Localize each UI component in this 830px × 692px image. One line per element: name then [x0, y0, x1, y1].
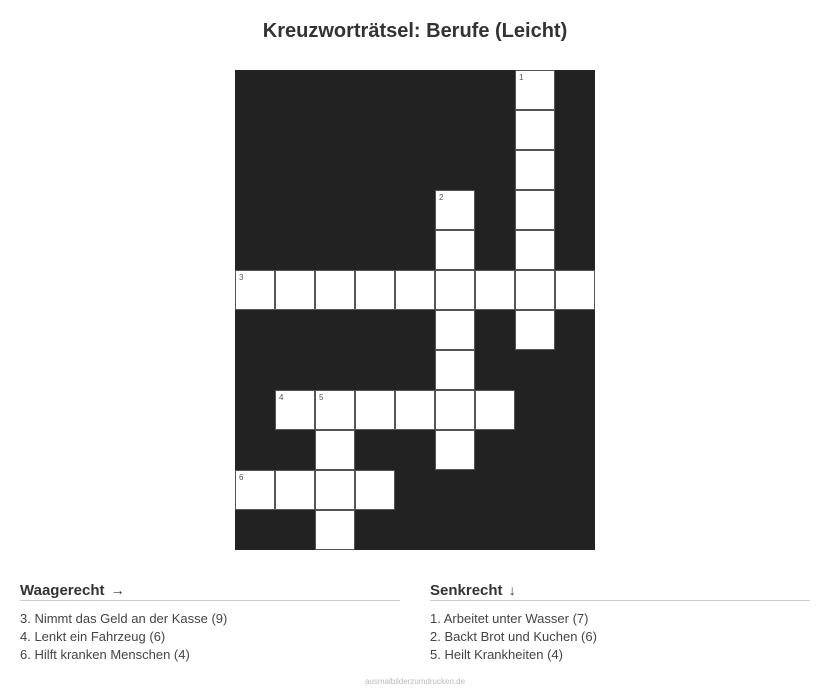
across-heading [20, 582, 400, 601]
clue-across-3: 3. Nimmt das Geld an der Kasse (9) [20, 611, 228, 626]
crossword-cell[interactable] [515, 310, 555, 350]
crossword-cell[interactable] [435, 430, 475, 470]
crossword-cell[interactable] [475, 390, 515, 430]
clue-down-5: 5. Heilt Krankheiten (4) [430, 647, 563, 662]
crossword-cell[interactable] [515, 70, 555, 110]
footer-watermark: ausmalbilderzumdrucken.de [364, 677, 466, 686]
crossword-cell[interactable] [435, 390, 475, 430]
crossword-cell[interactable] [435, 270, 475, 310]
down-clues [430, 582, 810, 664]
crossword-grid [235, 70, 595, 550]
crossword-cell[interactable] [435, 230, 475, 270]
crossword-cell[interactable] [555, 270, 595, 310]
clue-number: 5 [319, 393, 324, 402]
right-arrow-icon: → [110, 582, 125, 598]
crossword-cell[interactable] [315, 430, 355, 470]
crossword-cell[interactable] [315, 270, 355, 310]
clue-number: 2 [439, 193, 444, 202]
crossword-cell[interactable] [435, 190, 475, 230]
across-clues [20, 582, 400, 664]
across-heading-label: Waagerecht [20, 582, 105, 599]
crossword-cell[interactable] [315, 470, 355, 510]
clue-down-2: 2. Backt Brot und Kuchen (6) [430, 629, 597, 644]
crossword-cell[interactable] [435, 310, 475, 350]
clue-across-4: 4. Lenkt ein Fahrzeug (6) [20, 629, 166, 644]
crossword-cell[interactable] [515, 230, 555, 270]
crossword-cell[interactable] [515, 190, 555, 230]
down-heading [430, 582, 810, 601]
crossword-cell[interactable] [315, 390, 355, 430]
crossword-cell[interactable] [275, 470, 315, 510]
crossword-cell[interactable] [355, 390, 395, 430]
page-title: Kreuzworträtsel: Berufe (Leicht) [262, 20, 568, 42]
clue-number: 3 [239, 273, 244, 282]
down-clue-list [430, 610, 810, 664]
down-heading-label: Senkrecht [430, 582, 503, 599]
crossword-cell[interactable] [235, 470, 275, 510]
crossword-cell[interactable] [275, 390, 315, 430]
down-arrow-icon: ↓ [508, 582, 516, 598]
clue-number: 4 [279, 393, 284, 402]
clue-number: 6 [239, 473, 244, 482]
clue-number: 1 [519, 73, 524, 82]
crossword-cell[interactable] [395, 390, 435, 430]
crossword-cell[interactable] [315, 510, 355, 550]
across-clue-list [20, 610, 400, 664]
crossword-cell[interactable] [515, 270, 555, 310]
crossword-cell[interactable] [515, 150, 555, 190]
crossword-cell[interactable] [275, 270, 315, 310]
crossword-cell[interactable] [355, 270, 395, 310]
clue-down-1: 1. Arbeitet unter Wasser (7) [430, 611, 589, 626]
crossword-cell[interactable] [515, 110, 555, 150]
clue-across-6: 6. Hilft kranken Menschen (4) [20, 647, 190, 662]
crossword-cell[interactable] [235, 270, 275, 310]
crossword-cell[interactable] [475, 270, 515, 310]
crossword-cell[interactable] [355, 470, 395, 510]
crossword-cell[interactable] [435, 350, 475, 390]
crossword-cell[interactable] [395, 270, 435, 310]
